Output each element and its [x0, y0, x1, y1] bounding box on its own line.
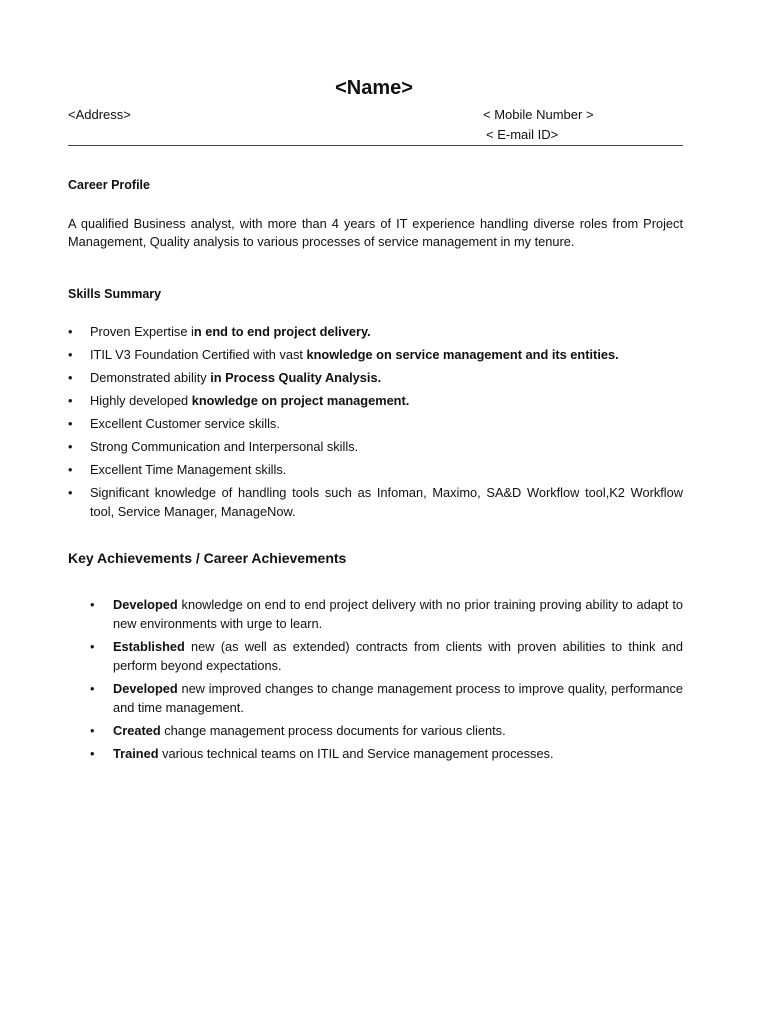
achievement-verb: Established: [113, 639, 185, 654]
skill-item: [68, 346, 683, 365]
skill-item: [68, 323, 683, 342]
bullet-icon: •: [90, 746, 95, 761]
achievement-item: [90, 637, 683, 675]
skill-bold-text: in Process Quality Analysis.: [210, 370, 382, 385]
career-profile-text: A qualified Business analyst, with more than 4 years of IT experience handling diverse roles from Project Management, Quality analysis to various processes of service management in my tenure.: [68, 216, 683, 249]
skills-summary-heading: Skills Summary: [68, 287, 162, 301]
achievement-text: knowledge on end to end project delivery with no prior training proving ability to adapt to new environments with urge to learn.: [113, 597, 683, 631]
skill-item: [68, 461, 683, 480]
achievement-text: new improved changes to change management process to improve quality, performance and time management.: [113, 681, 683, 715]
achievements-list: [90, 595, 683, 767]
bullet-icon: •: [90, 639, 95, 654]
achievement-item: [90, 721, 683, 740]
skill-item: [68, 392, 683, 411]
achievement-text: change management process documents for various clients.: [160, 723, 506, 738]
skill-text: Excellent Customer service skills.: [90, 416, 280, 431]
achievement-item: [90, 595, 683, 633]
achievement-verb: Developed: [113, 681, 178, 696]
skill-text: Strong Communication and Interpersonal skills.: [90, 439, 359, 454]
bullet-icon: •: [90, 723, 95, 738]
email-id: < E-mail ID>: [486, 127, 559, 142]
bullet-icon: •: [68, 393, 73, 408]
achievement-item: [90, 679, 683, 717]
mobile-number: < Mobile Number >: [483, 107, 594, 122]
header-divider: [68, 145, 683, 146]
achievement-verb: Trained: [113, 746, 159, 761]
key-achievements-heading: Key Achievements / Career Achievements: [68, 550, 347, 566]
achievement-item: [90, 744, 683, 763]
bullet-icon: •: [68, 485, 73, 500]
achievement-text: various technical teams on ITIL and Service management processes.: [158, 746, 554, 761]
skill-item: [68, 438, 683, 457]
address: <Address>: [68, 107, 131, 122]
skill-text: ITIL V3 Foundation Certified with vast: [90, 347, 307, 362]
skill-bold-text: n end to end project delivery.: [193, 324, 371, 339]
achievement-verb: Developed: [113, 597, 178, 612]
achievement-text: new (as well as extended) contracts from clients with proven abilities to think and perform beyond expectations.: [113, 639, 683, 673]
achievement-verb: Created: [113, 723, 161, 738]
career-profile-heading: Career Profile: [68, 178, 150, 192]
skill-bold-text: knowledge on project management.: [191, 393, 410, 408]
skill-text: Significant knowledge of handling tools such as Infoman, Maximo, SA&D Workflow tool,K2 Workflow tool, Service Manager, ManageNow.: [90, 485, 683, 519]
skill-text: Demonstrated ability: [90, 370, 211, 385]
skill-text: Excellent Time Management skills.: [90, 462, 287, 477]
bullet-icon: •: [68, 462, 73, 477]
bullet-icon: •: [90, 681, 95, 696]
candidate-name: <Name>: [335, 77, 413, 99]
skill-item: [68, 369, 683, 388]
skill-item: [68, 415, 683, 434]
bullet-icon: •: [68, 370, 73, 385]
skill-item: [68, 484, 683, 521]
bullet-icon: •: [68, 347, 73, 362]
bullet-icon: •: [68, 324, 73, 339]
bullet-icon: •: [68, 439, 73, 454]
bullet-icon: •: [90, 597, 95, 612]
bullet-icon: •: [68, 416, 73, 431]
skill-text: Proven Expertise i: [90, 324, 194, 339]
skill-bold-text: knowledge on service management and its entities.: [306, 347, 619, 362]
skills-list: [68, 323, 683, 526]
skill-text: Highly developed: [90, 393, 192, 408]
